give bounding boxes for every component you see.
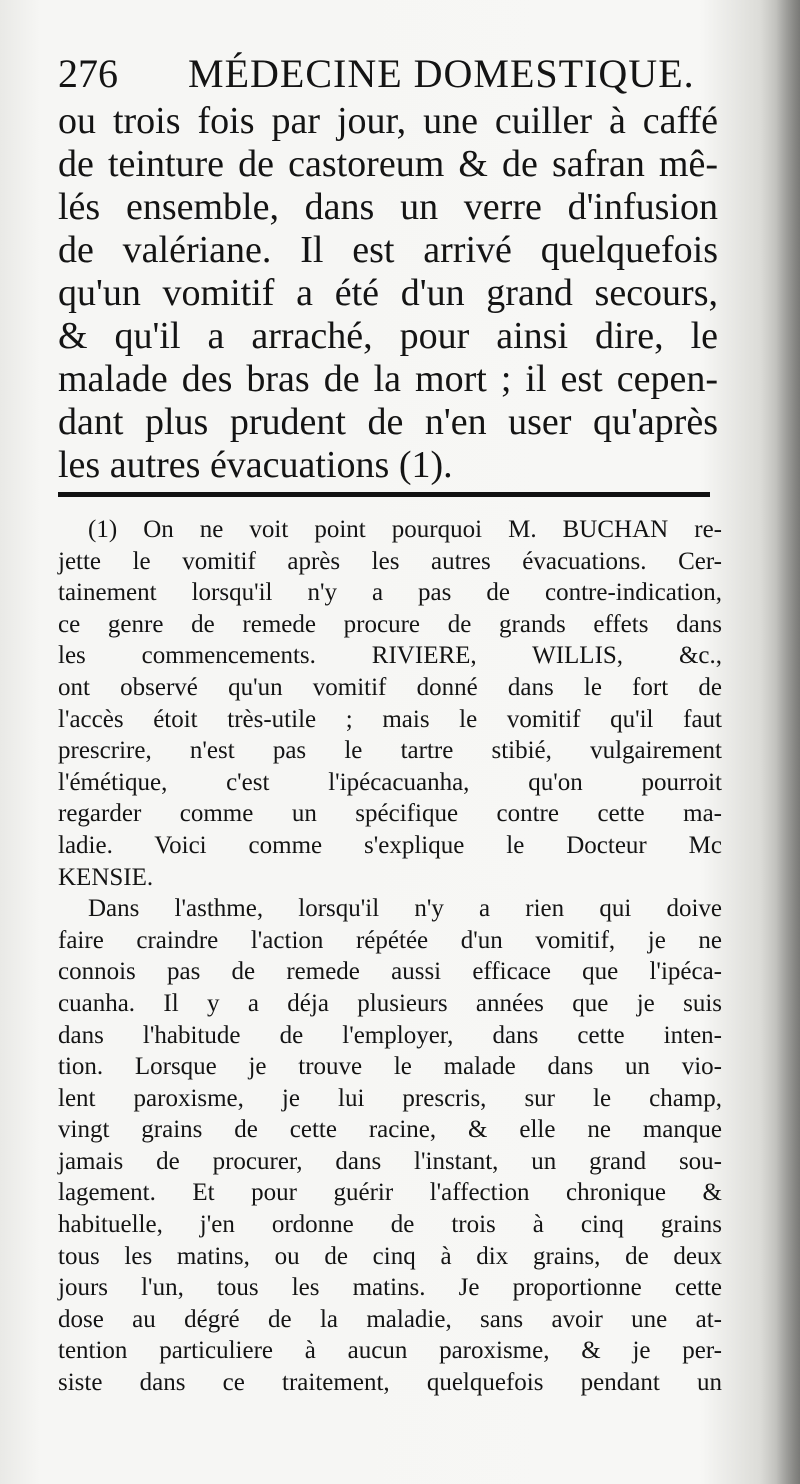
footnote-line: les commencements. RIVIERE, WILLIS, &c., [58,642,722,670]
main-text-line: qu'un vomitif a été d'un grand secours, [58,272,718,314]
footnote-line: vingt grains de cette racine, & elle ne manque [58,1116,722,1144]
footnote-line: jours l'un, tous les matins. Je proportionne cette [58,1274,722,1302]
page-edge-shadow [776,0,800,1484]
footnote-line: KENSIE. [58,863,154,891]
main-text-line: les autres évacuations (1). [58,444,453,486]
footnote-line: dose au dégré de la maladie, sans avoir une at- [58,1305,722,1333]
page-number: 276 [58,51,118,96]
main-text-line: dant plus prudent de n'en user qu'après [58,401,718,443]
footnote-line: jamais de procurer, dans l'instant, un grand sou- [58,1147,722,1175]
footnote-line: Dans l'asthme, lorsqu'il n'y a rien qui doive [88,895,722,923]
footnote-line: lent paroxisme, je lui prescris, sur le champ, [58,1084,722,1112]
footnote-line: ont observé qu'un vomitif donné dans le fort de [58,673,722,701]
main-text [58,100,718,487]
footnote-line: connois pas de remede aussi efficace que l'ipéca- [58,958,722,986]
footnote-separator [58,492,710,497]
main-text-line: ou trois fois par jour, une cuiller à caffé [58,100,718,142]
footnote-line: dans l'habitude de l'employer, dans cette inten- [58,1021,722,1049]
running-title: MÉDECINE DOMESTIQUE. [188,51,695,96]
footnote-line: tous les matins, ou de cinq à dix grains, de deux [58,1242,722,1270]
footnote-line: faire craindre l'action répétée d'un vomitif, je ne [58,926,722,954]
footnote-line: tainement lorsqu'il n'y a pas de contre-indication, [58,579,722,607]
footnote-line: jette le vomitif après les autres évacuations. Cer- [58,547,722,575]
footnote-line: tention particuliere à aucun paroxisme, & je per- [58,1337,722,1365]
footnote-line: ce genre de remede procure de grands effets dans [58,610,722,638]
footnote-line: prescrire, n'est pas le tartre stibié, vulgairement [58,737,722,765]
footnote-line: (1) On ne voit point pourquoi M. BUCHAN re- [88,516,722,543]
footnote-line: l'émétique, c'est l'ipécacuanha, qu'on pourroit [58,768,722,796]
running-header [58,48,718,100]
footnote-line: siste dans ce traitement, quelquefois pendant un [58,1369,722,1397]
main-text-line: de valériane. Il est arrivé quelquefois [58,229,718,271]
footnote [58,514,722,1399]
footnote-line: regarder comme un spécifique contre cette ma- [58,800,722,828]
main-text-line: lés ensemble, dans un verre d'infusion [58,186,718,228]
footnote-line: l'accès étoit très-utile ; mais le vomitif qu'il faut [58,705,722,733]
footnote-line: tion. Lorsque je trouve le malade dans un vio- [58,1053,722,1081]
footnote-line: habituelle, j'en ordonne de trois à cinq grains [58,1211,722,1239]
main-text-line: malade des bras de la mort ; il est cepen- [58,358,718,400]
main-text-line: de teinture de castoreum & de safran mê- [58,143,718,185]
footnote-line: cuanha. Il y a déja plusieurs années que je suis [58,989,722,1017]
main-text-line: & qu'il a arraché, pour ainsi dire, le [58,315,718,357]
footnote-line: lagement. Et pour guérir l'affection chronique & [58,1179,722,1207]
footnote-line: ladie. Voici comme s'explique le Docteur Mc [58,831,722,859]
